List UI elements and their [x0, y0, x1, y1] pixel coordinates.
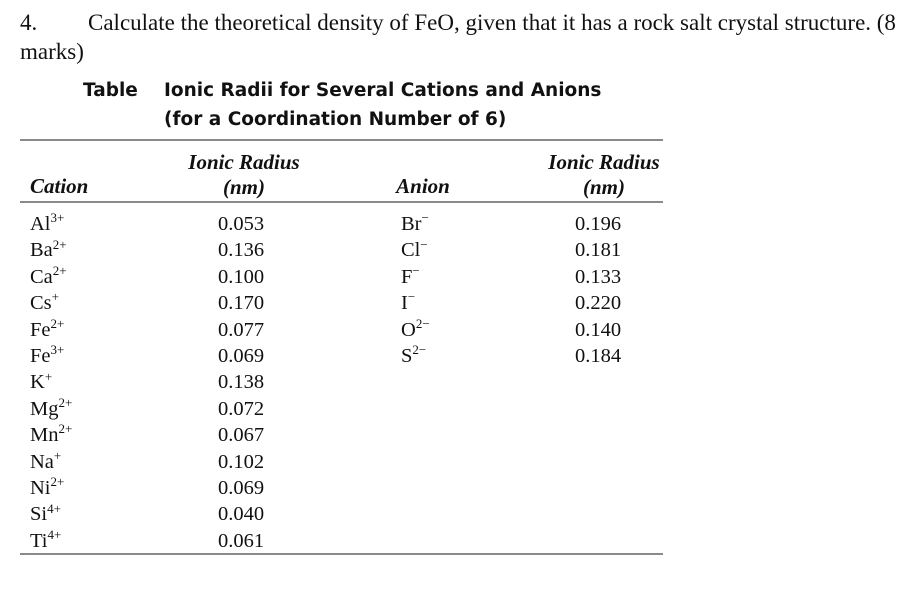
anion-column — [401, 211, 430, 369]
anion-radius: 0.133 — [575, 265, 622, 288]
cation-radius: 0.067 — [218, 424, 265, 447]
anion-symbol: F — [401, 265, 413, 288]
anion-ion — [401, 317, 430, 343]
question-number: 4. — [20, 10, 38, 35]
anion-radius: 0.181 — [575, 239, 622, 262]
header-anion-radius-label: Ionic Radius — [548, 150, 660, 174]
cation-charge: 4+ — [47, 500, 61, 516]
anion-ion — [401, 211, 430, 237]
cation-charge: 3+ — [50, 210, 65, 226]
header-anion-radius — [530, 150, 678, 200]
cation-symbol: Cs — [30, 292, 52, 315]
anion-charge: 2− — [412, 342, 427, 358]
cation-radius: 0.170 — [218, 292, 265, 315]
anion-radius: 0.140 — [575, 318, 622, 341]
cation-symbol: Ca — [30, 265, 53, 288]
anion-symbol: I — [401, 292, 408, 315]
anion-charge: 2− — [415, 315, 430, 331]
cation-charge: + — [53, 447, 62, 463]
table-top-rule — [20, 139, 663, 141]
cation-ion — [30, 449, 72, 475]
cation-ion — [30, 343, 72, 369]
header-cation-radius-unit: (nm) — [223, 175, 265, 199]
cation-symbol: Na — [30, 450, 54, 473]
cation-charge: + — [44, 368, 53, 384]
table-bottom-rule — [20, 553, 663, 555]
anion-ion — [401, 290, 430, 316]
header-cation-radius-label: Ionic Radius — [188, 150, 300, 174]
cation-ion — [30, 237, 72, 263]
cation-charge: 2+ — [58, 395, 73, 411]
cation-symbol: Mg — [30, 397, 59, 420]
cation-ion — [30, 264, 72, 290]
anion-charge: − — [421, 210, 429, 226]
cation-radius: 0.069 — [218, 345, 265, 368]
cation-radius: 0.077 — [218, 318, 265, 341]
table-label: Table — [83, 80, 138, 101]
cation-radius: 0.138 — [218, 371, 265, 394]
anion-symbol: Br — [401, 213, 422, 235]
cation-symbol: Ba — [30, 239, 53, 262]
anion-radius: 0.196 — [575, 213, 622, 235]
anion-ion — [401, 237, 430, 263]
cation-symbol: Fe — [30, 345, 51, 368]
cation-ion — [30, 475, 72, 501]
header-anion: Anion — [396, 174, 450, 198]
cation-radius: 0.100 — [218, 265, 265, 288]
cation-charge: 2+ — [58, 421, 73, 437]
anion-radius: 0.184 — [575, 345, 622, 368]
anion-ion — [401, 343, 430, 369]
header-anion-radius-unit: (nm) — [583, 175, 625, 199]
cation-ion — [30, 369, 72, 395]
cation-charge: 2+ — [52, 263, 67, 279]
table-title-line2: (for a Coordination Number of 6) — [164, 109, 507, 130]
anion-radius: 0.220 — [575, 292, 622, 315]
question-body: Calculate the theoretical density of FeO, given that it has a rock salt crystal structure. (8 marks) — [20, 10, 896, 64]
cation-charge: + — [51, 289, 59, 305]
cation-ion — [30, 211, 72, 237]
header-cation: Cation — [30, 174, 89, 198]
cation-charge: 2+ — [50, 315, 65, 331]
anion-charge: − — [420, 236, 428, 252]
header-cation-radius — [170, 150, 318, 200]
question-text — [20, 8, 900, 66]
anion-charge: − — [407, 289, 416, 305]
cation-ion — [30, 422, 72, 448]
cation-symbol: Ti — [30, 529, 48, 552]
cation-ion — [30, 317, 72, 343]
cation-radius: 0.072 — [218, 397, 265, 420]
cation-symbol: Fe — [30, 318, 51, 341]
cation-symbol: Mn — [30, 424, 59, 447]
cation-ion — [30, 396, 72, 422]
cation-symbol: K — [30, 371, 45, 394]
table-title-line1: Ionic Radii for Several Cations and Anions — [164, 80, 602, 101]
anion-charge: − — [412, 263, 420, 279]
cation-ion — [30, 528, 72, 554]
anion-radius-column — [575, 211, 621, 369]
anion-ion — [401, 264, 430, 290]
cation-radius: 0.136 — [218, 239, 265, 262]
cation-radius: 0.053 — [218, 213, 265, 235]
cation-ion — [30, 501, 72, 527]
anion-symbol: S — [401, 345, 413, 368]
cation-charge: 4+ — [47, 527, 62, 543]
cation-ion — [30, 290, 72, 316]
cation-symbol: Ni — [30, 477, 51, 500]
anion-symbol: Cl — [401, 239, 421, 262]
cation-column — [30, 211, 72, 554]
cation-radius: 0.061 — [218, 529, 265, 552]
cation-radius: 0.040 — [218, 503, 265, 526]
cation-charge: 2+ — [52, 236, 67, 252]
cation-symbol: Al — [30, 213, 51, 235]
cation-radius: 0.069 — [218, 477, 265, 500]
cation-charge: 2+ — [50, 474, 65, 490]
table-header-rule — [20, 201, 663, 203]
cation-radius-column — [218, 211, 264, 554]
cation-charge: 3+ — [50, 342, 65, 358]
cation-radius: 0.102 — [218, 450, 265, 473]
cation-symbol: Si — [30, 503, 48, 526]
anion-symbol: O — [401, 318, 416, 341]
